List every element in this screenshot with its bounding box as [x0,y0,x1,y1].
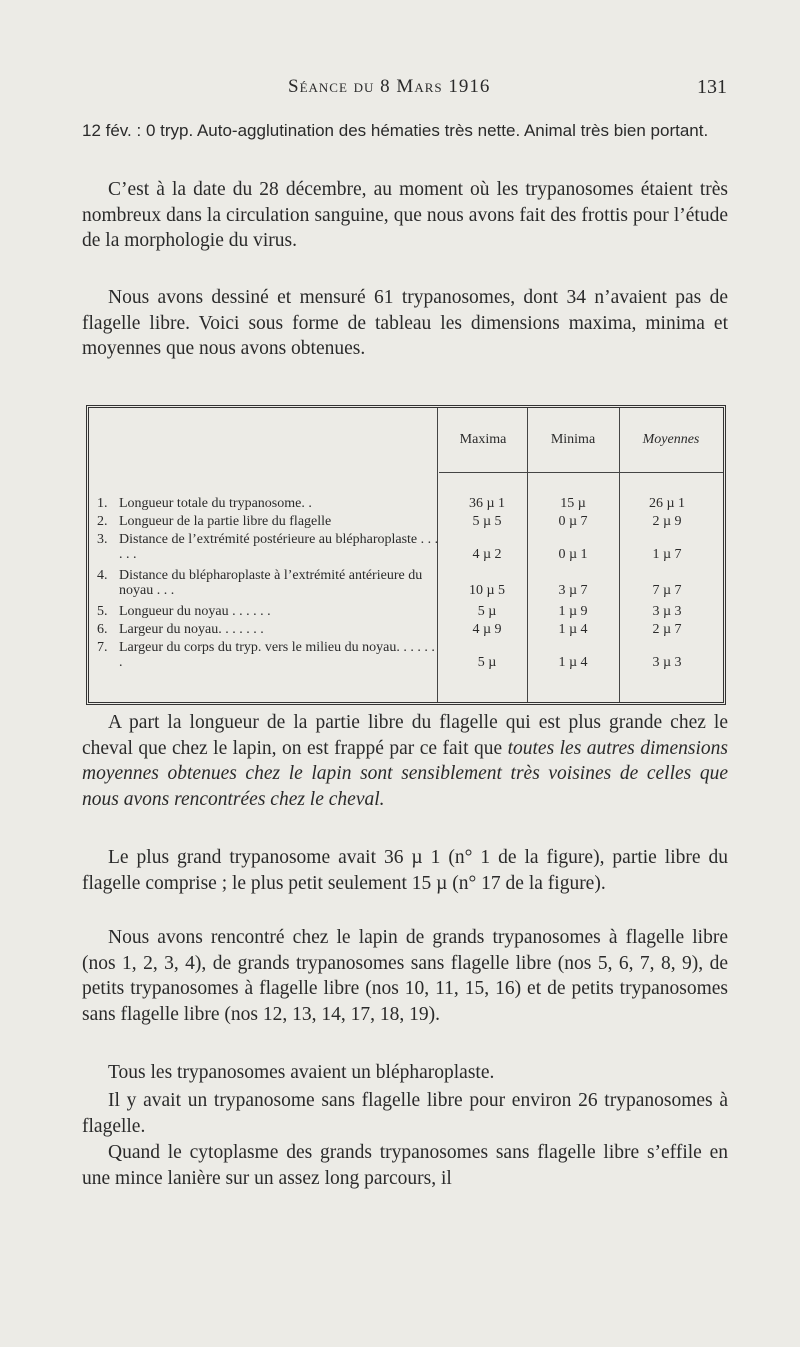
row-label: Largeur du noyau. . . . . . . [119,622,264,637]
dimensions-table [86,405,726,705]
row-moyennes: 2 µ 7 [652,622,682,637]
row-number: 4. [97,568,108,583]
row-moyennes: 26 µ 1 [648,496,686,511]
row-maxima: 36 µ 1 [468,496,506,511]
note-text: 12 fév. : 0 tryp. Auto-agglutination des hématies très nette. Animal très bien portant. [82,121,709,140]
header-title: Séance du 8 Mars 1916 [288,76,491,97]
paragraph-7-text: Il y avait un trypanosome sans flagelle libre pour environ 26 trypanosomes à flagelle. [82,1090,728,1137]
row-moyennes: 2 µ 9 [652,514,682,529]
row-moyennes: 3 µ 3 [652,604,682,619]
row-number: 2. [97,514,108,529]
row-maxima: 5 µ [477,655,497,670]
paragraph-3-text [82,710,728,812]
table-header-rule [439,472,723,473]
paragraph-6 [82,1060,728,1086]
note-paragraph [82,120,728,141]
row-minima: 0 µ 7 [558,514,588,529]
row-minima: 3 µ 7 [558,583,588,598]
header-maxima: Maxima [459,432,507,447]
row-maxima: 5 µ 5 [472,514,502,529]
row-label: Longueur du noyau . . . . . . [119,604,271,619]
row-maxima: 4 µ 9 [472,622,502,637]
header-minima: Minima [550,432,596,447]
row-minima: 1 µ 4 [558,622,588,637]
row-label: Largeur du corps du tryp. vers le milieu du noyau. . . . . . . [119,640,435,670]
paragraph-4 [82,845,728,896]
row-moyennes: 3 µ 3 [652,655,682,670]
paragraph-1-text: C’est à la date du 28 décembre, au moment où les trypanosomes étaient très nombreux dans la circulation sanguine, que nous avons fait des frottis pour l’étude de la morphologie du virus. [82,179,728,252]
paragraph-8 [82,1140,728,1191]
header-moyennes: Moyennes [642,432,700,447]
paragraph-5 [82,925,728,1027]
running-header [0,76,800,104]
row-label: Longueur totale du trypanosome. . [119,496,312,511]
row-minima: 0 µ 1 [558,547,588,562]
paragraph-3-italic: toutes les autres dimensions moyennes obtenues chez le lapin sont sensiblement très voisines de celles que nous avons rencontrées chez le cheval. [82,737,728,810]
page-number: 131 [697,76,727,98]
row-minima: 1 µ 4 [558,655,588,670]
paragraph-2 [82,285,728,362]
paragraph-4-text: Le plus grand trypanosome avait 36 µ 1 (n° 1 de la figure), partie libre du flagelle comprise ; le plus petit seulement 15 µ (n° 17 de la figure). [82,847,728,894]
row-maxima: 10 µ 5 [468,583,506,598]
row-number: 1. [97,496,108,511]
row-number: 6. [97,622,108,637]
paragraph-3 [82,710,728,812]
row-number: 3. [97,532,108,547]
paragraph-6-text: Tous les trypanosomes avaient un blépharoplaste. [108,1062,495,1083]
paragraph-8-text: Quand le cytoplasme des grands trypanosomes sans flagelle libre s’effile en une mince lanière sur un assez long parcours, il [82,1142,728,1189]
paragraph-7 [82,1088,728,1139]
row-label: Distance du blépharoplaste à l’extrémité antérieure du noyau . . . [119,568,423,598]
table-divider [619,408,620,702]
row-maxima: 4 µ 2 [472,547,502,562]
row-maxima: 5 µ [477,604,497,619]
table-divider [527,408,528,702]
row-number: 5. [97,604,108,619]
paragraph-2-text: Nous avons dessiné et mensuré 61 trypanosomes, dont 34 n’avaient pas de flagelle libre. Voici sous forme de tableau les dimensions maxima, minima et moyennes que nous avons obtenues. [82,287,728,360]
paragraph-3-roman: A part la longueur de la partie libre du flagelle qui est plus grande chez le cheval que chez le lapin, on est frappé par ce fait que [82,712,728,759]
row-label: Longueur de la partie libre du flagelle [119,514,332,529]
row-minima: 1 µ 9 [558,604,588,619]
row-number: 7. [97,640,108,655]
row-minima: 15 µ [560,496,586,511]
paragraph-5-text: Nous avons rencontré chez le lapin de grands trypanosomes à flagelle libre (nos 1, 2, 3, 4), de grands trypanosomes sans flagelle libre (nos 5, 6, 7, 8, 9), de petits trypanosomes à flagelle libre (nos 10, 11, 15, 16) et de petits trypanosomes sans flagelle libre (nos 12, 13, 14, 17, 18, 19). [82,927,728,1025]
row-moyennes: 1 µ 7 [652,547,682,562]
row-moyennes: 7 µ 7 [652,583,682,598]
row-label: Distance de l’extrémité postérieure au blépharoplaste . . . . . . [119,532,439,562]
paragraph-1 [82,177,728,254]
